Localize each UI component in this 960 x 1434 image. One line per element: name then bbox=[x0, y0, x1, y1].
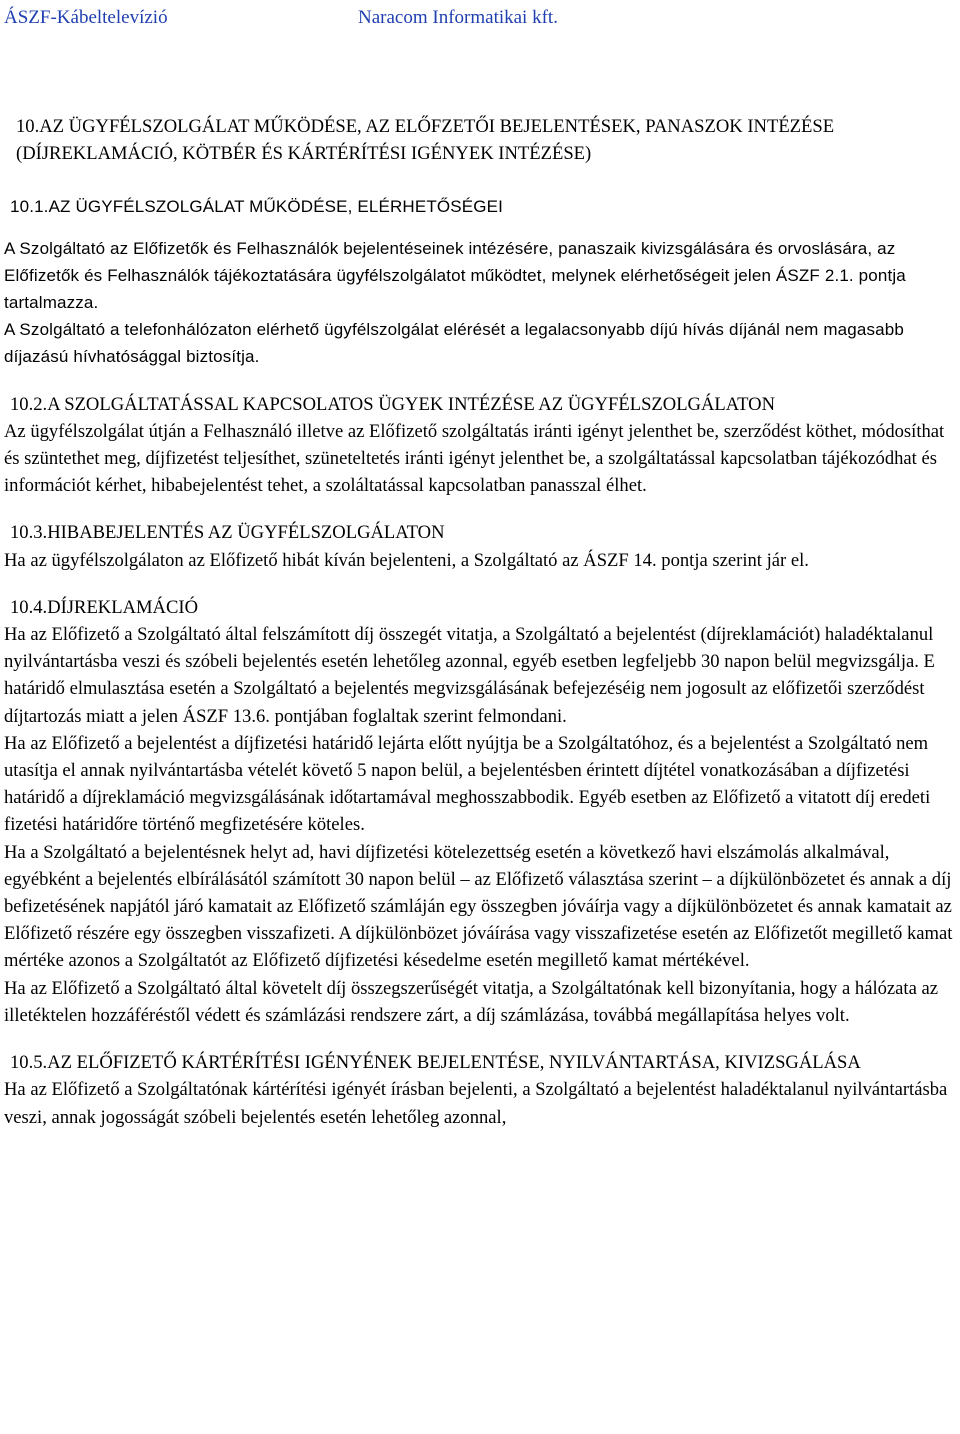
paragraph: Ha az Előfizető a bejelentést a díjfizetési határidő lejárta előtt nyújtja be a Szolgáltatóhoz, és a bejelentést a Szolgáltató nem utasítja el annak nyilvántartásba vételét követő 5 napon belül, a bejelentésben érintett díjtétel vonatkozásában a díjfizetési határidő a díjreklamáció megvizsgálásának időtartamával meghosszabbodik. Egyéb esetben az Előfizető a vitatott díj eredeti fizetési határidőre történő megfizetésére köteles. bbox=[4, 732, 931, 836]
section-title: HIBABEJELENTÉS AZ ÜGYFÉLSZOLGÁLATON bbox=[47, 522, 445, 544]
section-number: 10.1. bbox=[10, 197, 49, 217]
chapter-title-text: AZ ÜGYFÉLSZOLGÁLAT MŰKÖDÉSE, AZ ELŐFZETŐI BEJELENTÉSEK, PANASZOK INTÉZÉSE (DÍJREKLAMÁCIÓ, KÖTBÉR ÉS KÁRTÉRÍTÉSI IGÉNYEK INTÉZÉSE) bbox=[16, 116, 835, 165]
section-10-1 bbox=[4, 193, 956, 370]
section-heading bbox=[4, 594, 956, 621]
paragraph: Ha az Előfizető a Szolgáltató által felszámított díj összegét vitatja, a Szolgáltató a bejelentést (díjreklamációt) haladéktalanul nyilvántartásba veszi és szóbeli bejelentés esetén lehetőleg azonnal, egyéb esetben legfeljebb 30 napon belül megvizsgálja. E határidő elmulasztása esetén a Szolgáltató a bejelentés megvizsgálásának befejezéséig nem jogosult az előfizetői szerződést díjtartozás miatt a jelen ÁSZF 13.6. pontjában foglaltak szerint felmondani. bbox=[4, 624, 935, 727]
section-number: 10.4. bbox=[10, 596, 48, 618]
paragraph: A Szolgáltató a telefonhálózaton elérhető ügyfélszolgálat elérését a legalacsonyabb díjú hívás díjánál nem magasabb díjazású hívhatósággal biztosítja. bbox=[4, 320, 904, 367]
section-heading bbox=[4, 391, 956, 418]
section-10-3 bbox=[4, 519, 956, 573]
section-title: DÍJREKLAMÁCIÓ bbox=[47, 596, 198, 618]
section-title: A SZOLGÁLTATÁSSAL KAPCSOLATOS ÜGYEK INTÉZÉSE AZ ÜGYFÉLSZOLGÁLATON bbox=[47, 393, 776, 415]
section-title: AZ ÜGYFÉLSZOLGÁLAT MŰKÖDÉSE, ELÉRHETŐSÉGEI bbox=[48, 197, 503, 217]
chapter-title bbox=[4, 113, 956, 167]
paragraph: Ha az ügyfélszolgálaton az Előfizető hibát kíván bejelenteni, a Szolgáltató az ÁSZF 14. pontja szerint jár el. bbox=[4, 549, 809, 571]
section-title: AZ ELŐFIZETŐ KÁRTÉRÍTÉSI IGÉNYÉNEK BEJELENTÉSE, NYILVÁNTARTÁSA, KIVIZSGÁLÁSA bbox=[47, 1052, 861, 1074]
document-body bbox=[4, 113, 956, 1151]
section-10-5 bbox=[4, 1049, 956, 1131]
paragraph: Ha az Előfizető a Szolgáltató által követelt díj összegszerűségét vitatja, a Szolgáltatónak kell bizonyítania, hogy a hálózata az illetéktelen hozzáféréstől védett és számlázási rendszere zárt, a díj számlázása, továbbá megállapítása helyes volt. bbox=[4, 977, 938, 1026]
section-heading bbox=[4, 193, 956, 220]
section-number: 10.3. bbox=[10, 522, 48, 544]
section-10-2 bbox=[4, 391, 956, 500]
section-number: 10.5. bbox=[10, 1052, 48, 1074]
header-left-title: ÁSZF-Kábeltelevízió bbox=[4, 7, 168, 28]
section-number: 10.2. bbox=[10, 393, 48, 415]
section-heading bbox=[4, 1049, 956, 1076]
paragraph: Az ügyfélszolgálat útján a Felhasználó illetve az Előfizető szolgáltatás iránti igényt jelenthet be, szerződést köthet, módosíthat és szüntethet meg, díjfizetést teljesíthet, szüneteltetés iránti igényt jelenthet be, a szolgáltatással kapcsolatban tájékozódhat és információt kérhet, hibabejelentést tehet, a szoláltatással kapcsolatban panasszal élhet. bbox=[4, 420, 945, 497]
section-heading bbox=[4, 519, 956, 546]
paragraph: Ha az Előfizető a Szolgáltatónak kártérítési igényét írásban bejelenti, a Szolgáltató a bejelentést haladéktalanul nyilvántartásba veszi, annak jogosságát szóbeli bejelentés esetén lehetőleg azonnal, bbox=[4, 1079, 948, 1128]
section-10-4 bbox=[4, 594, 956, 1029]
chapter-number: 10. bbox=[16, 116, 40, 137]
paragraph: A Szolgáltató az Előfizetők és Felhasználók bejelentéseinek intézésére, panaszaik kivizsgálására és orvoslására, az Előfizetők és Felhasználók tájékoztatására ügyfélszolgálatot működtet, melynek elérhetőségeit jelen ÁSZF 2.1. pontja tartalmazza. bbox=[4, 238, 906, 313]
paragraph: Ha a Szolgáltató a bejelentésnek helyt ad, havi díjfizetési kötelezettség esetén a következő havi elszámolás alkalmával, egyébként a bejelentés elbírálásától számított 30 napon belül – az Előfizető választása szerint – a díjkülönbözetet és annak a díj befizetésének napjától járó kamatait az Előfizető számláján egy összegben jóváírja vagy a díjkülönbözetet és annak kamatait az Előfizető részére egy összegben visszafizeti. A díjkülönbözet jóváírása vagy visszafizetése esetén az Előfizetőt megillető kamat mértéke azonos a Szolgáltatót az Előfizető díjfizetési késedelme esetén megillető kamat mértékével. bbox=[4, 841, 953, 972]
header-right-company: Naracom Informatikai kft. bbox=[358, 7, 558, 28]
